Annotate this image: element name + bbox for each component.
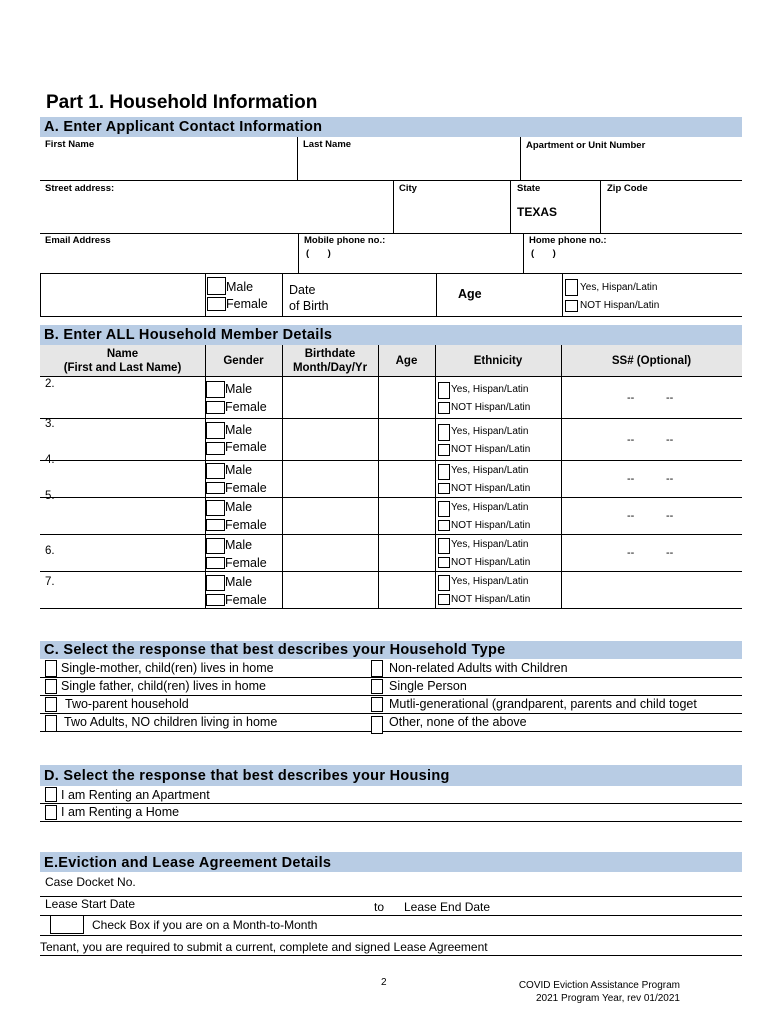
mobile-paren: ( )	[306, 248, 331, 259]
street-label: Street address:	[45, 183, 115, 194]
home-phone-label: Home phone no.:	[529, 235, 607, 246]
male-checkbox[interactable]	[206, 575, 225, 591]
hisp-yes-label: Yes, Hispan/Latin	[451, 384, 529, 395]
member-row-number: 7.	[45, 576, 55, 588]
household-type-checkbox[interactable]	[371, 679, 383, 694]
household-type-checkbox[interactable]	[45, 697, 57, 712]
female-checkbox[interactable]	[206, 401, 225, 414]
ss-dash: --	[666, 510, 674, 522]
household-type-label: Other, none of the above	[389, 715, 527, 729]
household-type-label: Mutli-generational (grandparent, parents and child toget	[389, 697, 697, 711]
member-row-number: 6.	[45, 545, 55, 557]
member-row-number: 4.	[45, 454, 55, 466]
applicant-female-label: Female	[226, 297, 268, 311]
zip-label: Zip Code	[607, 183, 648, 194]
col-name-header: Name (First and Last Name)	[63, 348, 182, 374]
mobile-label: Mobile phone no.:	[304, 235, 386, 246]
hisp-no-label: NOT Hispan/Latin	[451, 402, 531, 413]
housing-home-label: I am Renting a Home	[61, 805, 180, 819]
ss-dash: --	[627, 547, 635, 559]
apartment-label: Apartment or Unit Number	[526, 140, 646, 151]
footer-program: COVID Eviction Assistance Program 2021 Program Year, rev 01/2021	[518, 980, 680, 1004]
section-a-heading: A. Enter Applicant Contact Information	[40, 117, 742, 137]
household-type-checkbox[interactable]	[371, 716, 383, 734]
city-label: City	[399, 183, 417, 194]
hisp-yes-label: Yes, Hispan/Latin	[451, 576, 529, 587]
hisp-no-checkbox[interactable]	[438, 557, 450, 568]
female-checkbox[interactable]	[206, 442, 225, 455]
hisp-no-label: NOT Hispan/Latin	[451, 557, 531, 568]
male-label: Male	[225, 500, 253, 514]
member-row-number: 3.	[45, 418, 55, 430]
household-type-label: Single Person	[389, 679, 467, 693]
male-label: Male	[225, 538, 253, 552]
hisp-yes-label: Yes, Hispan/Latin	[451, 539, 529, 550]
hisp-no-checkbox[interactable]	[438, 483, 450, 494]
hisp-no-checkbox[interactable]	[438, 520, 450, 531]
first-name-label: First Name	[45, 139, 95, 150]
ss-dash: --	[666, 392, 674, 404]
hisp-no-label: NOT Hispan/Latin	[451, 483, 531, 494]
ss-dash: --	[627, 434, 635, 446]
female-checkbox[interactable]	[206, 482, 225, 494]
month-to-month-label: Check Box if you are on a Month-to-Month	[92, 918, 318, 932]
female-label: Female	[225, 518, 267, 532]
hisp-yes-checkbox[interactable]	[438, 575, 450, 591]
hisp-yes-checkbox[interactable]	[438, 382, 450, 399]
applicant-hisp-yes-label: Yes, Hispan/Latin	[580, 282, 658, 293]
household-type-checkbox[interactable]	[45, 679, 57, 694]
hisp-yes-checkbox[interactable]	[438, 538, 450, 554]
lease-start-label: Lease Start Date	[45, 897, 136, 911]
household-type-checkbox[interactable]	[45, 660, 57, 677]
male-checkbox[interactable]	[206, 463, 225, 479]
female-label: Female	[225, 593, 267, 607]
applicant-hisp-yes-checkbox[interactable]	[565, 279, 578, 296]
female-checkbox[interactable]	[206, 594, 225, 606]
hisp-no-checkbox[interactable]	[438, 444, 450, 456]
hisp-yes-label: Yes, Hispan/Latin	[451, 426, 529, 437]
female-label: Female	[225, 481, 267, 495]
hisp-no-checkbox[interactable]	[438, 594, 450, 605]
section-b-heading: B. Enter ALL Household Member Details	[40, 325, 742, 345]
household-type-checkbox[interactable]	[45, 715, 57, 732]
household-type-label: Two-parent household	[65, 697, 189, 711]
hisp-yes-checkbox[interactable]	[438, 424, 450, 441]
page-title: Part 1. Household Information	[46, 92, 318, 113]
male-label: Male	[225, 382, 253, 396]
female-checkbox[interactable]	[206, 557, 225, 569]
member-row-number: 2.	[45, 378, 55, 390]
housing-apartment-label: I am Renting an Apartment	[61, 788, 210, 802]
household-type-label: Two Adults, NO children living in home	[64, 715, 278, 729]
section-d-heading: D. Select the response that best describes your Housing	[40, 765, 742, 786]
male-checkbox[interactable]	[206, 538, 225, 554]
lease-end-label: Lease End Date	[404, 900, 491, 914]
lease-agreement-note: Tenant, you are required to submit a current, complete and signed Lease Agreement	[40, 940, 488, 954]
col-ethnicity-header: Ethnicity	[473, 355, 523, 367]
ss-dash: --	[666, 434, 674, 446]
section-e-heading: E.Eviction and Lease Agreement Details	[40, 852, 742, 872]
page-number: 2	[381, 977, 387, 988]
male-label: Male	[225, 423, 253, 437]
female-checkbox[interactable]	[206, 519, 225, 531]
dob-label-1: Date	[289, 283, 316, 297]
col-age-header: Age	[395, 355, 418, 367]
col-ss-header: SS# (Optional)	[611, 355, 692, 367]
household-type-label: Single-mother, child(ren) lives in home	[61, 661, 274, 675]
member-row-number: 5.	[45, 490, 55, 502]
ss-dash: --	[666, 547, 674, 559]
hisp-no-label: NOT Hispan/Latin	[451, 594, 531, 605]
hisp-yes-checkbox[interactable]	[438, 501, 450, 517]
housing-home-checkbox[interactable]	[45, 805, 57, 820]
housing-apartment-checkbox[interactable]	[45, 787, 57, 802]
male-label: Male	[225, 575, 253, 589]
household-type-label: Non-related Adults with Children	[389, 661, 568, 675]
ss-dash: --	[627, 392, 635, 404]
home-paren: ( )	[531, 248, 556, 259]
state-value[interactable]: TEXAS	[517, 205, 558, 219]
case-docket-label: Case Docket No.	[45, 875, 136, 889]
dob-label-2: of Birth	[289, 299, 329, 313]
hisp-yes-label: Yes, Hispan/Latin	[451, 502, 529, 513]
hisp-no-label: NOT Hispan/Latin	[451, 444, 531, 455]
section-c-heading: C. Select the response that best describes your Household Type	[40, 641, 742, 659]
ss-dash: --	[627, 473, 635, 485]
applicant-male-checkbox[interactable]	[207, 277, 226, 295]
applicant-male-label: Male	[226, 280, 254, 294]
applicant-female-checkbox[interactable]	[207, 297, 226, 311]
female-label: Female	[225, 556, 267, 570]
email-label: Email Address	[45, 235, 111, 246]
male-checkbox[interactable]	[206, 500, 225, 516]
female-label: Female	[225, 440, 267, 454]
hisp-yes-label: Yes, Hispan/Latin	[451, 465, 529, 476]
state-label: State	[517, 183, 541, 194]
applicant-hisp-no-label: NOT Hispan/Latin	[580, 300, 660, 311]
male-label: Male	[225, 463, 253, 477]
ss-dash: --	[627, 510, 635, 522]
female-label: Female	[225, 400, 267, 414]
household-type-label: Single father, child(ren) lives in home	[61, 679, 266, 693]
lease-to-label: to	[374, 900, 385, 914]
hisp-no-checkbox[interactable]	[438, 402, 450, 414]
col-birthdate-header: Birthdate Month/Day/Yr	[292, 348, 368, 374]
applicant-hisp-no-checkbox[interactable]	[565, 300, 578, 312]
col-gender-header: Gender	[223, 355, 264, 367]
household-type-checkbox[interactable]	[371, 697, 383, 712]
last-name-label: Last Name	[303, 139, 352, 150]
male-checkbox[interactable]	[206, 381, 225, 398]
month-to-month-checkbox[interactable]	[50, 915, 84, 934]
household-type-checkbox[interactable]	[371, 660, 383, 677]
hisp-no-label: NOT Hispan/Latin	[451, 520, 531, 531]
ss-dash: --	[666, 473, 674, 485]
age-label: Age	[458, 287, 482, 301]
male-checkbox[interactable]	[206, 422, 225, 439]
hisp-yes-checkbox[interactable]	[438, 464, 450, 480]
